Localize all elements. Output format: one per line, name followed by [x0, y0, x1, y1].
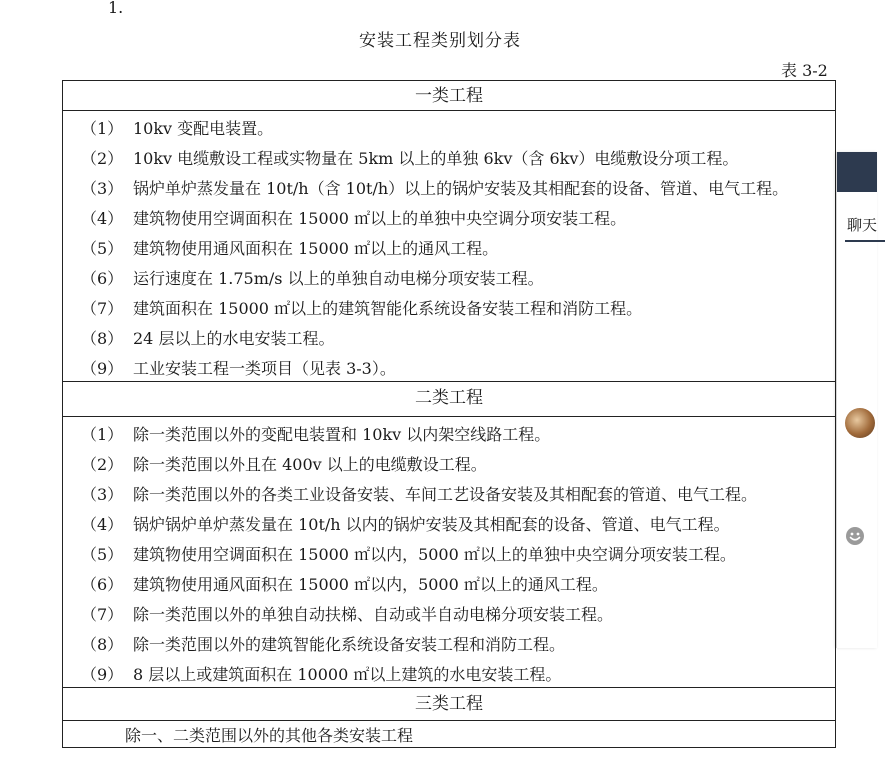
table-row: [63, 234, 835, 264]
row-number: （7）: [81, 605, 124, 624]
table-row: [63, 600, 835, 630]
row-text: 10kv 电缆敷设工程或实物量在 5km 以上的单独 6kv（含 6kv）电缆敷设分项工程。: [133, 149, 739, 168]
chat-widget-panel[interactable]: [836, 152, 877, 648]
row-number: （1）: [81, 425, 124, 444]
table-row: [63, 144, 835, 174]
row-text: 除一类范围以外的建筑智能化系统设备安装工程和消防工程。: [133, 635, 566, 654]
row-number: （3）: [81, 179, 124, 198]
avatar[interactable]: [845, 408, 875, 438]
section-header-class-3: 三类工程: [63, 687, 835, 721]
row-number: （6）: [81, 575, 124, 594]
chat-widget-header[interactable]: [837, 152, 877, 192]
table-row: [63, 174, 835, 204]
table-row: [63, 294, 835, 324]
table-row: [63, 354, 835, 384]
table-label: 表 3-2: [781, 61, 828, 80]
table-row: [63, 510, 835, 540]
row-text: 建筑面积在 15000 ㎡以上的建筑智能化系统设备安装工程和消防工程。: [133, 299, 643, 318]
row-text: 10kv 变配电装置。: [133, 119, 274, 138]
row-number: （6）: [81, 269, 124, 288]
row-number: （2）: [81, 149, 124, 168]
table-row: [63, 660, 835, 690]
row-text: 除一、二类范围以外的其他各类安装工程: [125, 726, 414, 745]
table-row: [63, 264, 835, 294]
row-text: 除一类范围以外的单独自动扶梯、自动或半自动电梯分项安装工程。: [133, 605, 614, 624]
table-row: [63, 450, 835, 480]
row-number: （7）: [81, 299, 124, 318]
row-text: 建筑物使用通风面积在 15000 ㎡以上的通风工程。: [133, 239, 499, 258]
chat-tab[interactable]: 聊天: [847, 216, 878, 234]
row-text: 建筑物使用空调面积在 15000 ㎡以内，5000 ㎡以上的单独中央空调分项安装工程。: [133, 545, 736, 564]
table-row: [63, 114, 835, 144]
classification-table: [62, 80, 836, 748]
section-header-class-1: 一类工程: [63, 81, 835, 111]
row-text: 除一类范围以外的变配电装置和 10kv 以内架空线路工程。: [133, 425, 551, 444]
table-row: [63, 630, 835, 660]
chat-tab-underline: [845, 240, 885, 242]
table-row: [63, 324, 835, 354]
emoji-icon[interactable]: [845, 526, 865, 546]
section-header-class-2: 二类工程: [63, 381, 835, 417]
table-row: [63, 204, 835, 234]
row-text: 锅炉锅炉单炉蒸发量在 10t/h 以内的锅炉安装及其相配套的设备、管道、电气工程。: [133, 515, 730, 534]
row-number: （9）: [81, 359, 124, 378]
row-number: （4）: [81, 209, 124, 228]
table-row: [63, 540, 835, 570]
row-text: 运行速度在 1.75m/s 以上的单独自动电梯分项安装工程。: [133, 269, 544, 288]
document-title: 安装工程类别划分表: [359, 31, 521, 51]
row-number: （5）: [81, 545, 124, 564]
table-row: [63, 480, 835, 510]
list-number: 1.: [108, 0, 124, 17]
table-row: [63, 420, 835, 450]
row-number: （1）: [81, 119, 124, 138]
row-text: 建筑物使用通风面积在 15000 ㎡以内，5000 ㎡以上的通风工程。: [133, 575, 608, 594]
row-number: （5）: [81, 239, 124, 258]
row-number: （3）: [81, 485, 124, 504]
table-row: [63, 570, 835, 600]
row-text: 除一类范围以外的各类工业设备安装、车间工艺设备安装及其相配套的管道、电气工程。: [133, 485, 758, 504]
row-number: （4）: [81, 515, 124, 534]
row-number: （8）: [81, 329, 124, 348]
row-text: 工业安装工程一类项目（见表 3-3）。: [133, 359, 396, 378]
row-text: 锅炉单炉蒸发量在 10t/h（含 10t/h）以上的锅炉安装及其相配套的设备、管道、电气工程。: [133, 179, 789, 198]
row-text: 24 层以上的水电安装工程。: [133, 329, 335, 348]
row-text: 8 层以上或建筑面积在 10000 ㎡以上建筑的水电安装工程。: [133, 665, 562, 684]
row-number: （8）: [81, 635, 124, 654]
row-number: （9）: [81, 665, 124, 684]
row-number: （2）: [81, 455, 124, 474]
row-text: 建筑物使用空调面积在 15000 ㎡以上的单独中央空调分项安装工程。: [133, 209, 627, 228]
table-row: [63, 721, 835, 751]
row-text: 除一类范围以外且在 400v 以上的电缆敷设工程。: [133, 455, 487, 474]
